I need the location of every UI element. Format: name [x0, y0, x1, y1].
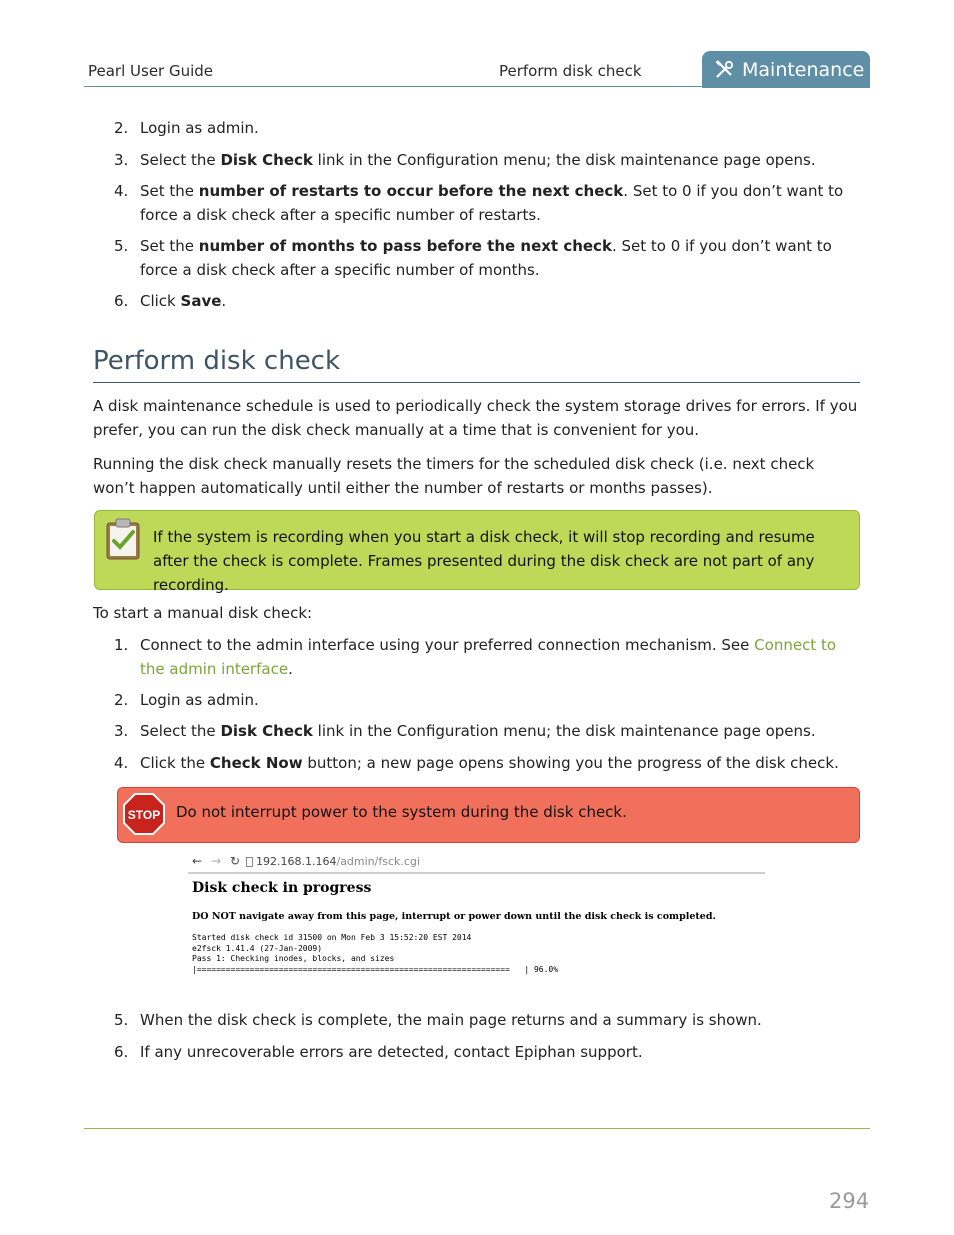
reload-icon: ↻: [230, 854, 241, 868]
stop-sign-label: STOP: [127, 808, 161, 822]
paragraph: A disk maintenance schedule is used to periodically check the system storage drives for errors. If you prefer, you can run the disk check manually at a time that is convenient for you.: [93, 397, 858, 439]
address-bar: 192.168.1.164/admin/fsck.cgi: [256, 855, 420, 868]
clipboard-check-icon: [105, 517, 141, 561]
stop-sign-icon: [122, 792, 166, 836]
back-icon: ←: [192, 854, 203, 868]
warning-text: Do not interrupt power to the system during the disk check.: [176, 803, 627, 821]
chapter-tab-label: Maintenance: [742, 58, 865, 81]
tools-icon: [714, 60, 736, 80]
page-number: 294: [829, 1189, 870, 1213]
header-rule: [84, 86, 870, 87]
note-text: If the system is recording when you start a disk check, it will stop recording and resume after the check is complete. Frames presented during the disk check are not part of any recording.: [153, 528, 815, 594]
guide-title: Pearl User Guide: [88, 62, 214, 80]
disk-check-screenshot: [188, 852, 765, 977]
page-icon: [246, 857, 253, 867]
note-callout: [94, 510, 860, 594]
section-title: Perform disk check: [499, 62, 642, 80]
forward-icon: →: [211, 854, 222, 868]
page-title: Perform disk check: [93, 346, 341, 376]
toolbar-divider: [188, 872, 765, 874]
paragraph: Running the disk check manually resets the timers for the scheduled disk check (i.e. next check won’t happen automatically until either the number of restarts or months passes).: [93, 455, 815, 497]
browser-toolbar: [188, 852, 765, 872]
screenshot-warning: DO NOT navigate away from this page, interrupt or power down until the disk check is completed.: [192, 911, 716, 922]
warning-callout: [117, 787, 860, 843]
screenshot-title: Disk check in progress: [192, 880, 372, 896]
footer-rule: [84, 1128, 870, 1129]
fsck-log: Started disk check id 31500 on Mon Feb 3 15:52:20 EST 2014 e2fsck 1.41.4 (27-Jan-2009) Pass 1: Checking inodes, blocks, and sizes |================================================================= | 96.0%: [192, 933, 559, 974]
admin-interface-link[interactable]: Connect to the admin interface: [140, 636, 837, 678]
paragraph: To start a manual disk check:: [93, 604, 313, 622]
heading-rule: [93, 382, 860, 383]
chapter-tab: [702, 51, 870, 88]
